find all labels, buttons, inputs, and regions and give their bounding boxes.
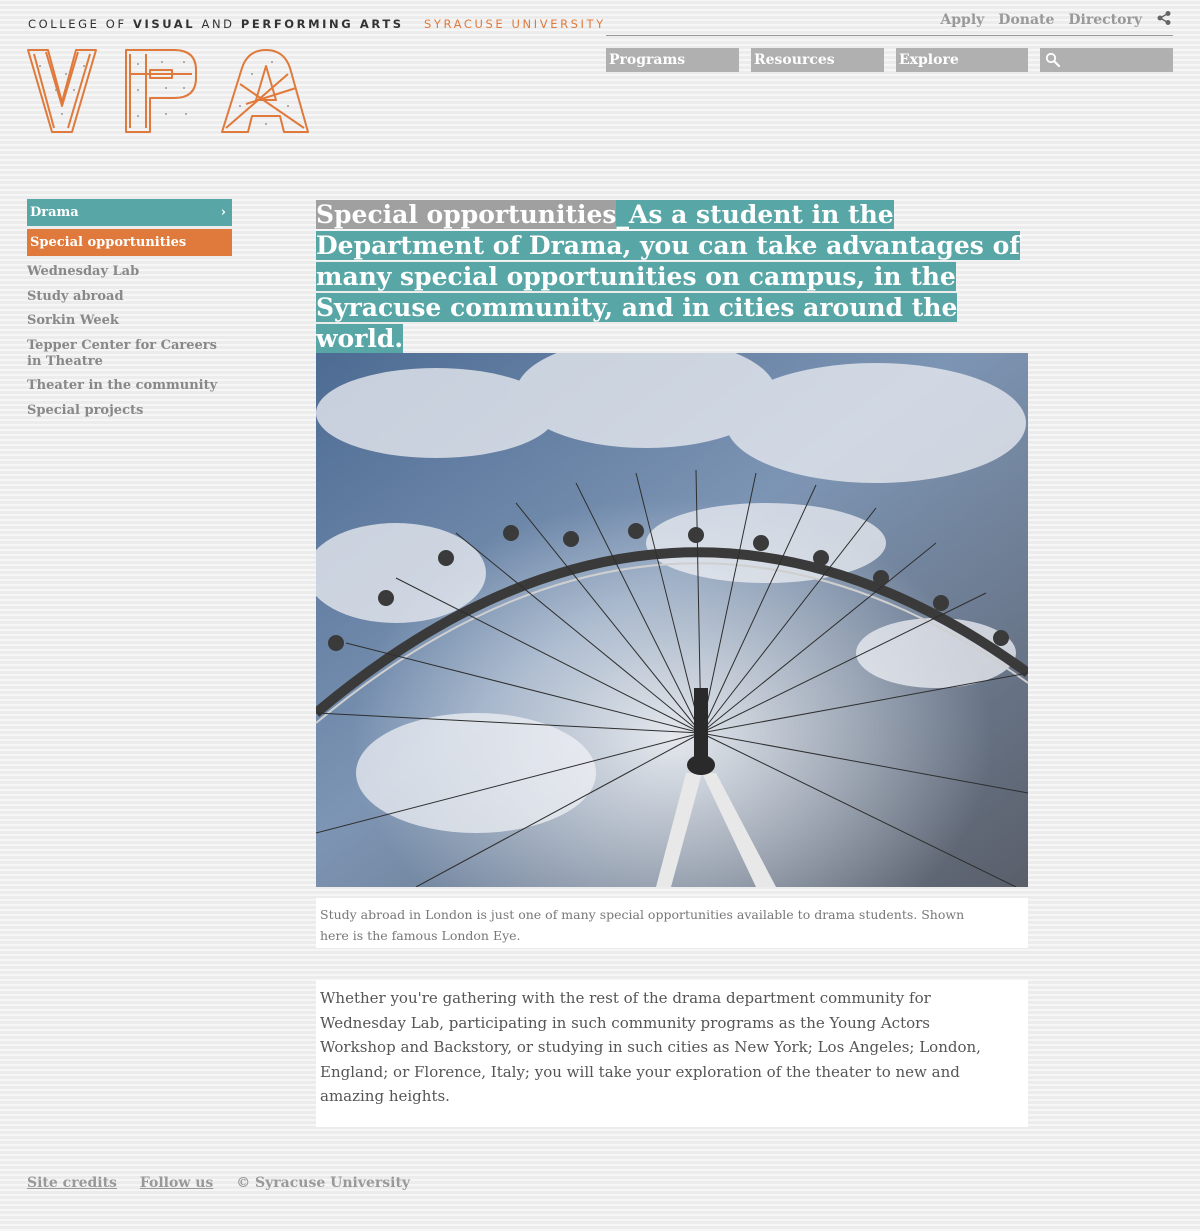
sidebar-item-special-projects[interactable]: Special projects bbox=[27, 402, 144, 418]
body-text: Whether you're gathering with the rest of the drama department community for Wednesday Lab, participating in such community programs as the Young Actors Workshop and Backstory, or studying in such cities as New York; Los Angeles; London, England; or Florence, Italy; you will take your exploration of the theater to new and amazing heights. bbox=[316, 980, 1028, 1127]
sidebar-subnav bbox=[27, 264, 232, 427]
sidebar-item-study-abroad[interactable]: Study abroad bbox=[27, 288, 124, 304]
college-name-part1: COLLEGE OF bbox=[28, 17, 127, 31]
college-name[interactable] bbox=[28, 17, 410, 31]
sidebar-item-sorkin-week[interactable]: Sorkin Week bbox=[27, 313, 119, 328]
sidebar-item-label: Drama bbox=[30, 205, 79, 220]
nav-programs[interactable]: Programs bbox=[606, 48, 739, 72]
utility-links bbox=[940, 10, 1172, 30]
donate-link[interactable]: Donate bbox=[998, 12, 1055, 28]
follow-us-link[interactable]: Follow us bbox=[139, 1175, 214, 1191]
syracuse-university-link[interactable]: SYRACUSE UNIVERSITY bbox=[423, 17, 606, 31]
college-name-part2: VISUAL bbox=[132, 17, 196, 31]
sidebar-item-drama[interactable] bbox=[27, 199, 232, 226]
apply-link[interactable]: Apply bbox=[940, 12, 985, 28]
page-headline bbox=[316, 199, 1036, 354]
photo-caption: Study abroad in London is just one of many special opportunities available to drama students. Shown here is the famous London Eye. bbox=[316, 898, 1028, 948]
chevron-right-icon: › bbox=[220, 205, 226, 220]
search-input[interactable] bbox=[1040, 48, 1173, 72]
site-credits-link[interactable]: Site credits bbox=[27, 1175, 117, 1191]
vpa-logo[interactable] bbox=[26, 44, 310, 136]
college-name-part3: AND bbox=[201, 17, 235, 31]
directory-link[interactable]: Directory bbox=[1068, 12, 1142, 28]
nav-explore[interactable]: Explore bbox=[896, 48, 1028, 72]
copyright: © Syracuse University bbox=[236, 1175, 411, 1191]
nav-resources[interactable]: Resources bbox=[751, 48, 884, 72]
title-separator: _ bbox=[616, 200, 629, 229]
footer bbox=[27, 1175, 410, 1191]
london-eye-photo bbox=[316, 353, 1028, 887]
page-intro: As a student in the Department of Drama, you can take advantages of many special opportunities on campus, in the Syracuse community, and in cities around the world. bbox=[316, 200, 1020, 353]
college-name-part4: PERFORMING ARTS bbox=[240, 17, 404, 31]
page-title: Special opportunities bbox=[316, 200, 617, 229]
sidebar-item-special-opportunities[interactable]: Special opportunities bbox=[27, 229, 232, 256]
search-icon[interactable] bbox=[1045, 52, 1061, 68]
utility-divider bbox=[606, 35, 1173, 36]
sidebar-item-tepper-center[interactable]: Tepper Center for Careers in Theatre bbox=[27, 337, 217, 369]
sidebar-item-wednesday-lab[interactable]: Wednesday Lab bbox=[27, 264, 140, 279]
share-icon[interactable] bbox=[1156, 10, 1172, 30]
college-header bbox=[28, 13, 606, 32]
sidebar-item-theater-community[interactable]: Theater in the community bbox=[27, 378, 218, 393]
